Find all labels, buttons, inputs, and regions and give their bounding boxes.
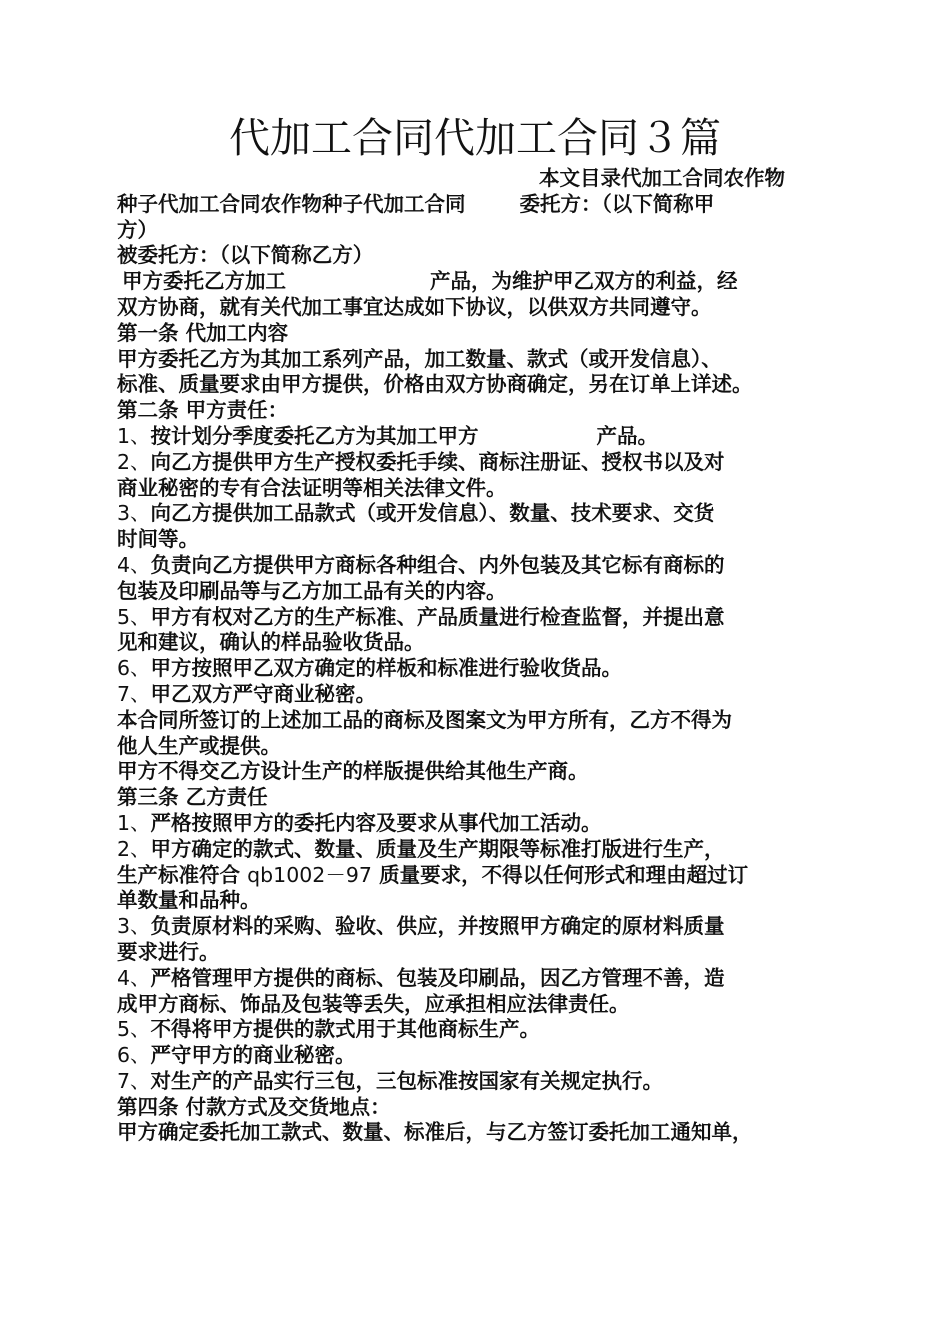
article-title: 代加工内容: [185, 320, 289, 345]
client-label: 委托方：（以下简称甲: [519, 191, 715, 216]
list-item: [117, 1017, 845, 1043]
item-text: 甲方按照甲乙双方确定的样板和标准进行验收货品。: [150, 656, 623, 681]
text-line: 双方协商，就有关代加工事宜达成如下协议，以供双方共同遵守。: [117, 294, 712, 319]
item-text: 严格管理甲方提供的商标、包装及印刷品，因乙方管理不善，造: [150, 965, 725, 990]
list-item: [117, 966, 845, 992]
item-text: 不得将甲方提供的款式用于其他商标生产。: [150, 1017, 541, 1042]
text-line: 方）: [117, 217, 158, 242]
article-title: 乙方责任: [185, 785, 268, 810]
item-text: 甲方有权对乙方的生产标准、产品质量进行检查监督，并提出意: [150, 604, 725, 629]
document-title: 代加工合同代加工合同３篇: [229, 114, 721, 162]
text-line: 时间等。: [117, 527, 199, 552]
standard-text-a: 生产标准符合: [117, 862, 240, 887]
list-item: [117, 501, 845, 527]
item-text: 向乙方提供甲方生产授权委托手续、商标注册证、授权书以及对: [150, 449, 725, 474]
article-title: 甲方责任：: [185, 398, 289, 423]
text-line: 他人生产或提供。: [117, 733, 281, 758]
item-number: 1、: [117, 810, 151, 835]
item-text-end: 产品。: [596, 423, 659, 448]
item-number: 6、: [117, 656, 151, 681]
text-line: 见和建议，确认的样品验收货品。: [117, 630, 425, 655]
list-item: [117, 811, 845, 837]
article-number: 第一条: [117, 320, 179, 345]
text-line: 标准、质量要求由甲方提供，价格由双方协商确定，另在订单上详述。: [117, 372, 753, 397]
item-text: 按计划分季度委托乙方为其加工甲方: [150, 423, 479, 448]
text-line: 本合同所签订的上述加工品的商标及图案文为甲方所有，乙方不得为: [117, 707, 732, 732]
article-number: 第四条: [117, 1094, 179, 1119]
list-item: [117, 1043, 845, 1069]
article-heading: [117, 321, 845, 347]
item-text: 严格按照甲方的委托内容及要求从事代加工活动。: [150, 810, 602, 835]
list-item: [117, 1069, 845, 1095]
intro-text-a: 甲方委托乙方加工: [122, 269, 286, 294]
item-number: 7、: [117, 1068, 151, 1093]
item-number: 6、: [117, 1043, 151, 1068]
article-title: 付款方式及交货地点：: [185, 1094, 391, 1119]
article-number: 第三条: [117, 785, 179, 810]
list-item: [117, 682, 845, 708]
list-item: [117, 424, 845, 450]
toc-line: 本文目录代加工合同农作物: [539, 166, 785, 190]
list-item: [117, 553, 845, 579]
article-heading: [117, 785, 845, 811]
list-item: [117, 914, 845, 940]
standard-code: qb1002－97: [247, 862, 372, 887]
text-line: 成甲方商标、饰品及包装等丢失，应承担相应法律责任。: [117, 991, 630, 1016]
item-number: 1、: [117, 423, 151, 448]
toc-text: 种子代加工合同农作物种子代加工合同: [117, 191, 466, 216]
item-number: 4、: [117, 965, 151, 990]
item-text: 对生产的产品实行三包，三包标准按国家有关规定执行。: [150, 1068, 664, 1093]
item-text: 向乙方提供加工品款式（或开发信息）、数量、技术要求、交货: [150, 501, 715, 526]
article-heading: [117, 1095, 845, 1121]
intro-line: [117, 269, 845, 295]
item-number: 5、: [117, 1017, 151, 1042]
item-number: 2、: [117, 836, 151, 861]
document-body: [117, 166, 845, 1146]
text-line: 单数量和品种。: [117, 888, 261, 913]
list-item: [117, 656, 845, 682]
item-text: 负责向乙方提供甲方商标各种组合、内外包装及其它标有商标的: [150, 552, 725, 577]
item-number: 3、: [117, 914, 151, 939]
item-text: 负责原材料的采购、验收、供应，并按照甲方确定的原材料质量: [150, 914, 725, 939]
article-heading: [117, 398, 845, 424]
intro-text-b: 产品，为维护甲乙双方的利益，经: [430, 269, 738, 294]
item-number: 5、: [117, 604, 151, 629]
text-line: 甲方不得交乙方设计生产的样版提供给其他生产商。: [117, 759, 589, 784]
item-number: 2、: [117, 449, 151, 474]
item-number: 4、: [117, 552, 151, 577]
contractor-label: 被委托方：（以下简称乙方）: [117, 243, 374, 268]
standard-line: [117, 863, 845, 889]
text-line: 包装及印刷品等与乙方加工品有关的内容。: [117, 578, 507, 603]
list-item: [117, 605, 845, 631]
text-line: 甲方确定委托加工款式、数量、标准后，与乙方签订委托加工通知单，: [117, 1120, 753, 1145]
list-item: [117, 450, 845, 476]
standard-text-b: 质量要求，不得以任何形式和理由超过订: [379, 862, 749, 887]
text-line: 商业秘密的专有合法证明等相关法律文件。: [117, 475, 507, 500]
item-number: 7、: [117, 681, 151, 706]
item-text: 严守甲方的商业秘密。: [150, 1043, 356, 1068]
text-line: 甲方委托乙方为其加工系列产品，加工数量、款式（或开发信息）、: [117, 346, 722, 371]
item-text: 甲乙双方严守商业秘密。: [150, 681, 377, 706]
list-item: [117, 837, 845, 863]
article-number: 第二条: [117, 398, 179, 423]
text-line: 要求进行。: [117, 939, 220, 964]
item-text: 甲方确定的款式、数量、质量及生产期限等标准打版进行生产，: [150, 836, 725, 861]
item-number: 3、: [117, 501, 151, 526]
toc-line-2: [117, 192, 845, 218]
